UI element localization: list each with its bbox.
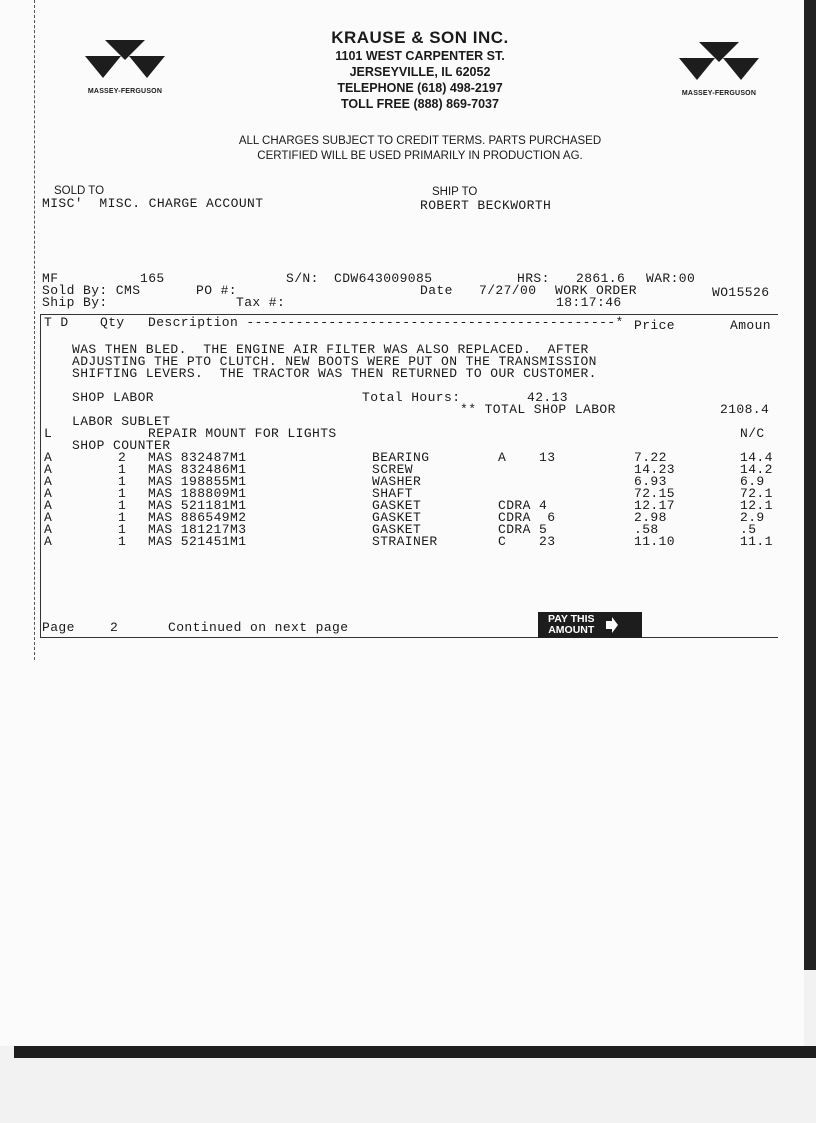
part-bin: CDRA 6 (498, 510, 556, 525)
pay-label-line-2: AMOUNT (548, 624, 595, 636)
part-td: A (44, 534, 53, 549)
part-price: 2.98 (634, 510, 667, 525)
part-td: A (44, 486, 53, 501)
part-price: 11.10 (634, 534, 676, 549)
warranty-code: WAR:00 (646, 271, 696, 286)
part-price: .58 (634, 522, 659, 537)
part-td: A (44, 498, 53, 513)
part-td: A (44, 510, 53, 525)
narrative-line: WAS THEN BLED. THE ENGINE AIR FILTER WAS ALSO REPLACED. AFTER (72, 342, 589, 357)
work-order-number: WO15526 (712, 285, 770, 300)
part-td: A (44, 450, 53, 465)
page-number: 2 (110, 620, 119, 635)
total-hours-value: 42.13 (527, 390, 569, 405)
ship-to-value: ROBERT BECKWORTH (420, 198, 552, 213)
hours-value: 2861.6 (576, 271, 626, 286)
pay-label-line-1: PAY THIS (548, 613, 595, 625)
part-bin: A 13 (498, 450, 556, 465)
part-part: MAS 521181M1 (148, 498, 247, 513)
binder-margin-line (34, 0, 35, 660)
part-part: MAS 181217M3 (148, 522, 247, 537)
labor-sublet-label: LABOR SUBLET (72, 414, 171, 429)
part-qty: 1 (118, 462, 127, 477)
brand-name-left: MASSEY-FERGUSON (87, 88, 163, 95)
massey-ferguson-logo-icon (83, 38, 167, 86)
part-desc: SCREW (372, 462, 414, 477)
sold-to-value: MISC' MISC. CHARGE ACCOUNT (42, 196, 264, 211)
labor-sublet-code: L (44, 426, 53, 441)
table-bottom-rule (40, 637, 778, 638)
part-desc: SHAFT (372, 486, 414, 501)
total-shop-labor-label: ** TOTAL SHOP LABOR (460, 402, 616, 417)
brand-name-right: MASSEY-FERGUSON (681, 90, 757, 97)
part-bin: CDRA 5 (498, 522, 548, 537)
company-address-1: 1101 WEST CARPENTER ST. (335, 49, 505, 63)
part-qty: 1 (118, 522, 127, 537)
col-td: T D (44, 315, 69, 330)
terms-line-1: ALL CHARGES SUBJECT TO CREDIT TERMS. PARTS PURCHASED (238, 135, 602, 147)
part-amount: 11.1 (740, 534, 773, 549)
company-header (270, 28, 570, 112)
credit-terms (180, 134, 660, 164)
page-label: Page (42, 620, 75, 635)
unit-make: MF (42, 271, 59, 286)
work-order-label: WORK ORDER (555, 283, 638, 298)
shop-labor-label: SHOP LABOR (72, 390, 155, 405)
part-qty: 2 (118, 450, 127, 465)
shop-counter-label: SHOP COUNTER (72, 438, 171, 453)
part-part: MAS 188809M1 (148, 486, 247, 501)
narrative-line: ADJUSTING THE PTO CLUTCH. NEW BOOTS WERE PUT ON THE TRANSMISSION (72, 354, 597, 369)
col-qty: Qty (100, 315, 125, 330)
part-part: MAS 832486M1 (148, 462, 247, 477)
total-hours-label: Total Hours: (362, 390, 461, 405)
serial-number: CDW643009085 (334, 271, 433, 286)
unit-model: 165 (140, 271, 165, 286)
terms-line-2: CERTIFIED WILL BE USED PRIMARILY IN PRODUCTION AG. (257, 150, 583, 162)
part-amount: 6.9 (740, 474, 765, 489)
part-qty: 1 (118, 534, 127, 549)
sold-to-label: SOLD TO (54, 185, 105, 197)
part-desc: GASKET (372, 498, 422, 513)
part-price: 7.22 (634, 450, 667, 465)
part-price: 12.17 (634, 498, 676, 513)
po-number: PO #: (196, 283, 238, 298)
part-price: 6.93 (634, 474, 667, 489)
arrow-right-icon (605, 616, 619, 634)
narrative-line: SHIFTING LEVERS. THE TRACTOR WAS THEN RETURNED TO OUR CUSTOMER. (72, 366, 597, 381)
tax-number: Tax #: (236, 295, 286, 310)
logo-left (80, 38, 170, 95)
part-qty: 1 (118, 474, 127, 489)
company-name: KRAUSE & SON INC. (331, 28, 509, 47)
part-td: A (44, 522, 53, 537)
labor-sublet-amount: N/C (740, 426, 765, 441)
part-amount: 14.2 (740, 462, 773, 477)
part-amount: 12.1 (740, 498, 773, 513)
scan-edge-bottom (14, 1046, 816, 1058)
part-part: MAS 832487M1 (148, 450, 247, 465)
ship-to-label: SHIP TO (432, 186, 478, 198)
serial-label: S/N: (286, 271, 319, 286)
logo-right (674, 40, 764, 97)
table-left-rule (40, 315, 41, 637)
part-desc: STRAINER (372, 534, 438, 549)
part-qty: 1 (118, 498, 127, 513)
company-address-2: JERSEYVILLE, IL 62052 (349, 65, 491, 79)
time-value: 18:17:46 (556, 295, 622, 310)
scan-edge-right (804, 0, 816, 970)
continued-note: Continued on next page (168, 620, 349, 635)
col-amount: Amoun (730, 318, 772, 333)
total-shop-labor-value: 2108.4 (720, 402, 770, 417)
part-desc: BEARING (372, 450, 430, 465)
part-qty: 1 (118, 510, 127, 525)
sold-by: Sold By: CMS (42, 283, 141, 298)
pay-this-amount-box (538, 612, 642, 638)
date-label: Date (420, 283, 453, 298)
part-amount: 72.1 (740, 486, 773, 501)
part-amount: .5 (740, 522, 757, 537)
ship-by: Ship By: (42, 295, 108, 310)
col-description: Description ---------------------------------------------* (148, 315, 624, 330)
part-amount: 14.4 (740, 450, 773, 465)
col-price: Price (634, 318, 676, 333)
part-part: MAS 198855M1 (148, 474, 247, 489)
part-td: A (44, 474, 53, 489)
date-value: 7/27/00 (479, 283, 537, 298)
part-bin: CDRA 4 (498, 498, 548, 513)
company-telephone: TELEPHONE (618) 498-2197 (337, 81, 503, 95)
labor-sublet-description: REPAIR MOUNT FOR LIGHTS (148, 426, 337, 441)
company-toll-free: TOLL FREE (888) 869-7037 (341, 97, 499, 111)
part-desc: GASKET (372, 510, 422, 525)
part-td: A (44, 462, 53, 477)
part-part: MAS 886549M2 (148, 510, 247, 525)
part-bin: C 23 (498, 534, 556, 549)
massey-ferguson-logo-icon (677, 40, 761, 88)
part-price: 14.23 (634, 462, 676, 477)
part-qty: 1 (118, 486, 127, 501)
part-desc: GASKET (372, 522, 422, 537)
part-desc: WASHER (372, 474, 422, 489)
hours-label: HRS: (517, 271, 550, 286)
part-price: 72.15 (634, 486, 676, 501)
part-amount: 2.9 (740, 510, 765, 525)
part-part: MAS 521451M1 (148, 534, 247, 549)
